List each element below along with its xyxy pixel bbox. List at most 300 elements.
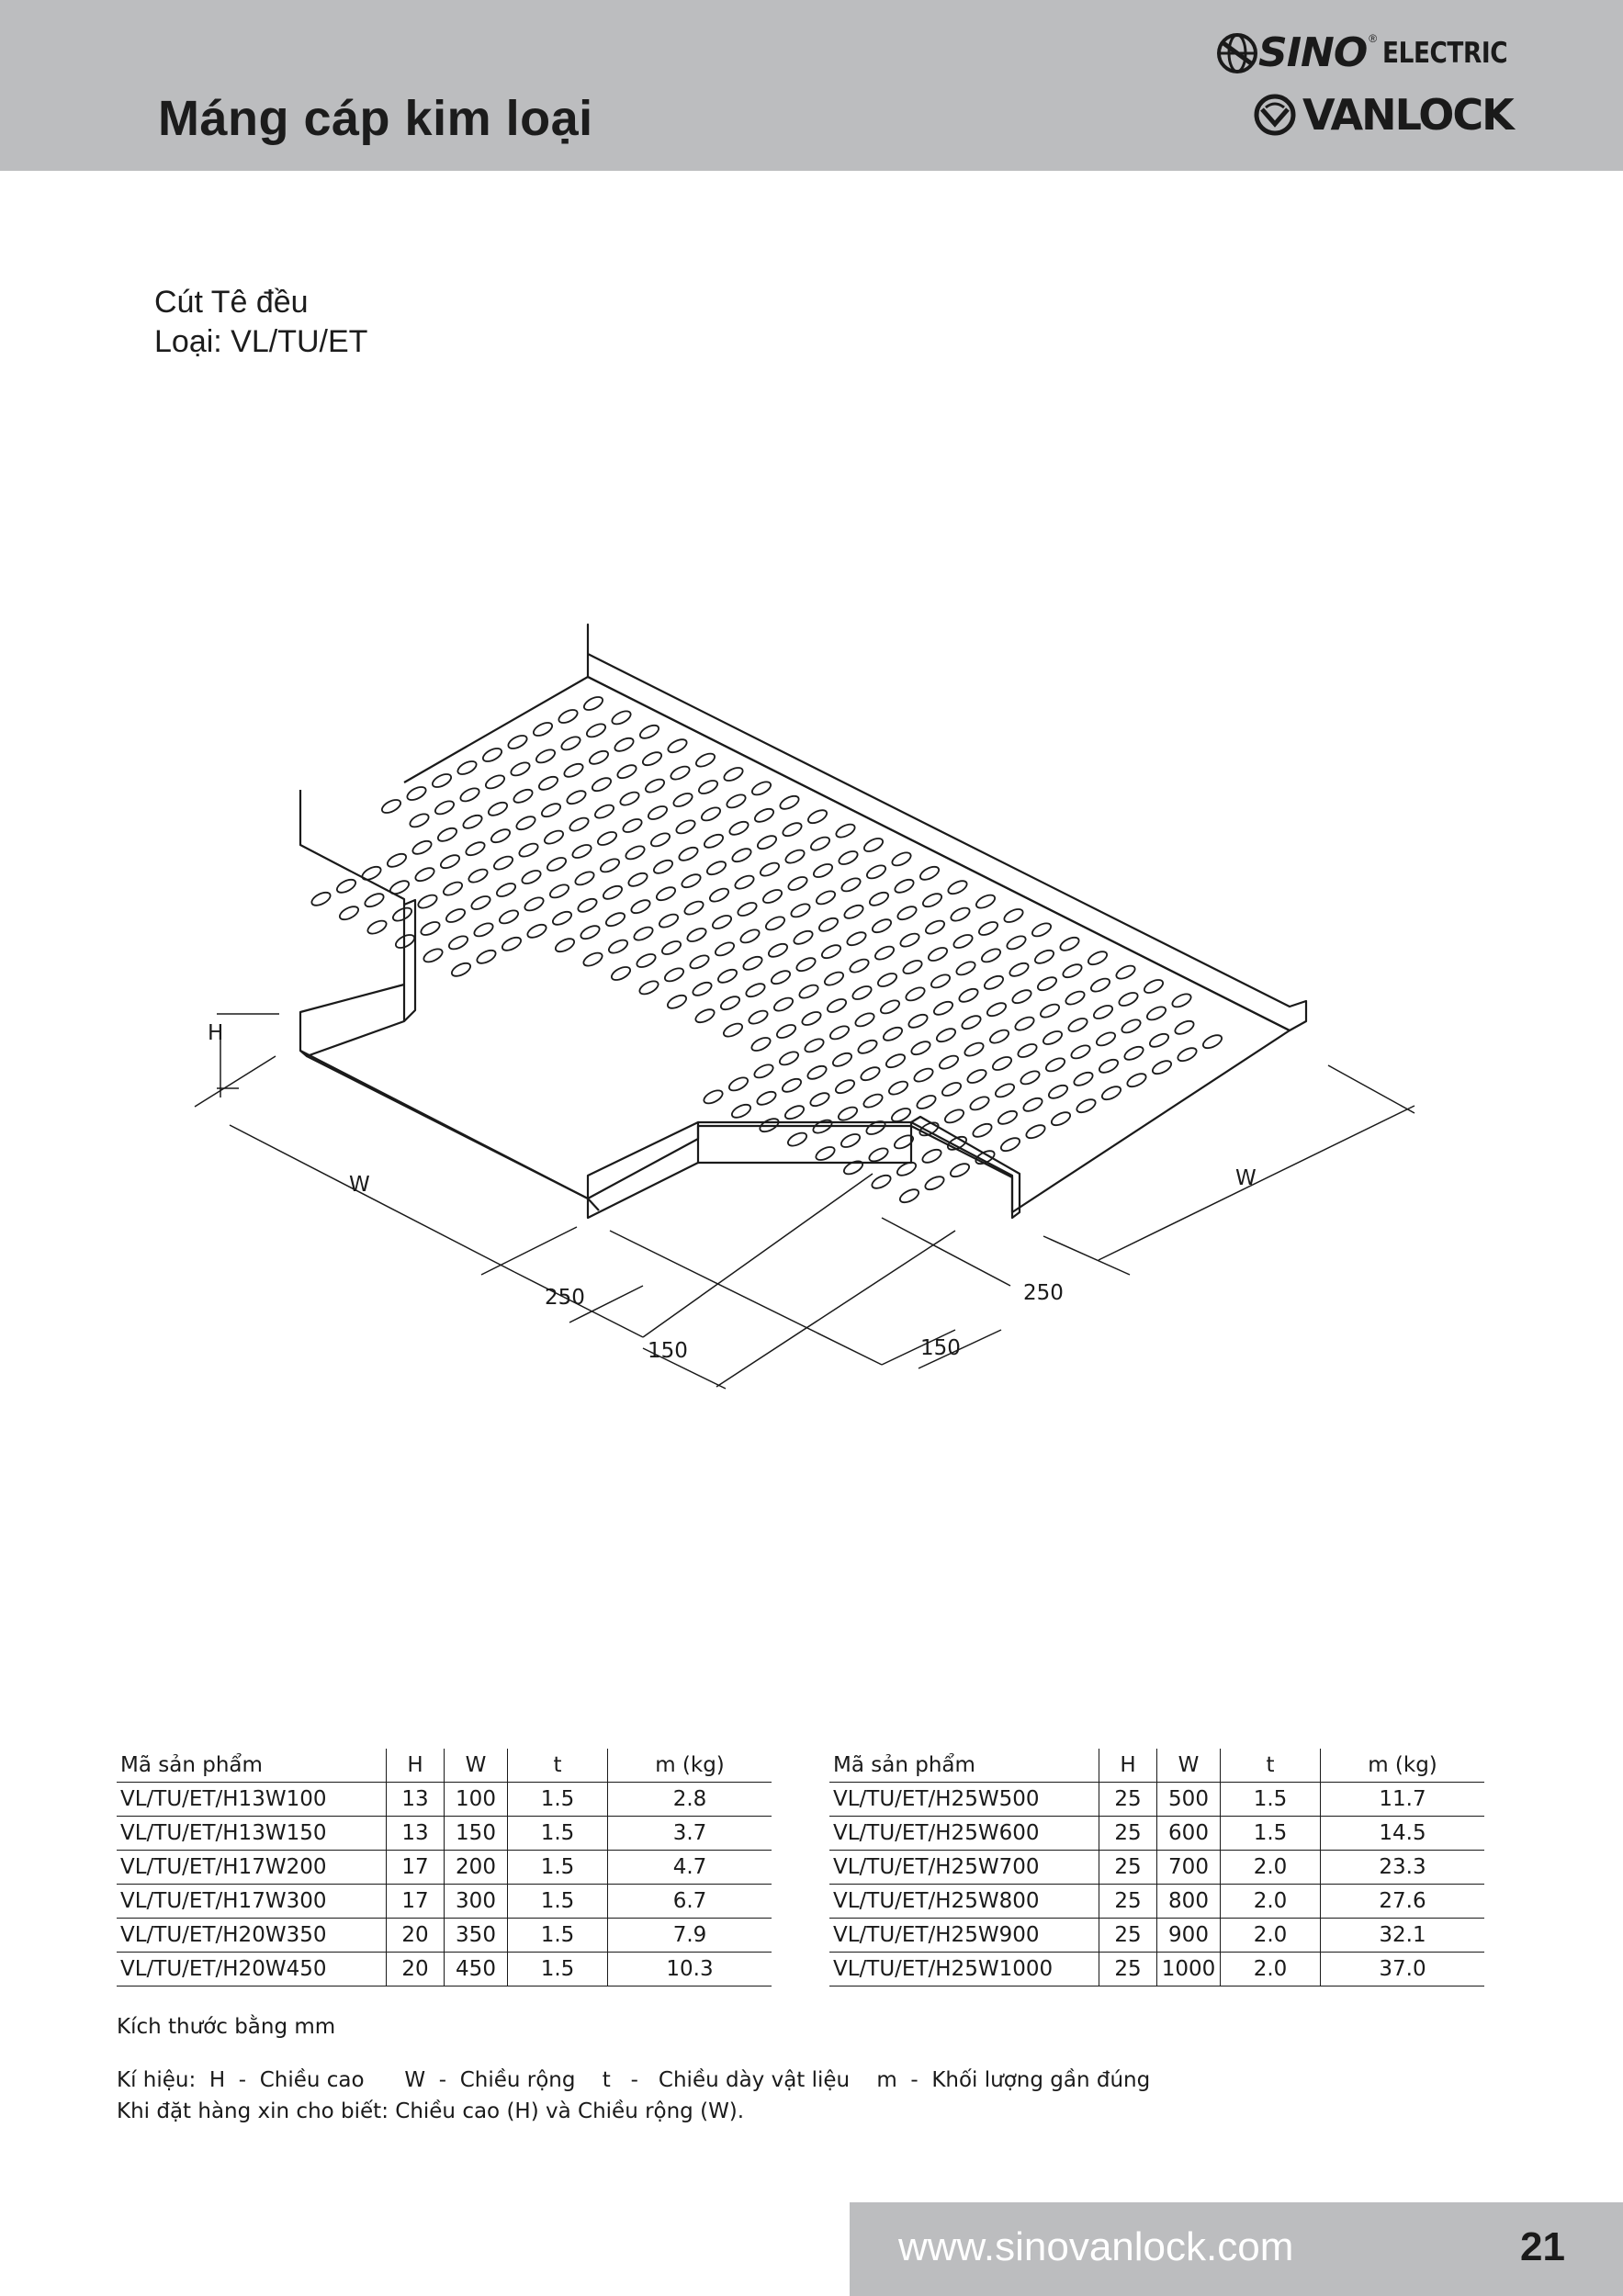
perforation-slot (1050, 1109, 1073, 1128)
perforation-slot (464, 839, 487, 858)
cell-m: 10.3 (608, 1953, 772, 1986)
perforation-slot (559, 735, 582, 753)
cell-h: 20 (387, 1919, 445, 1953)
perforation-slot (853, 1011, 876, 1030)
perforation-slot (1047, 1083, 1070, 1101)
perforation-slot (975, 893, 997, 911)
perforation-slot (988, 1028, 1011, 1046)
cell-code: VL/TU/ET/H25W900 (829, 1919, 1099, 1953)
perforation-slot (943, 1108, 966, 1126)
perforation-slot (820, 942, 843, 961)
perforation-slot (649, 831, 672, 850)
cell-w: 200 (445, 1851, 508, 1885)
perforation-slot (968, 1095, 991, 1113)
perforation-slot (862, 1092, 885, 1110)
perforation-slot (708, 886, 731, 905)
perforation-slot (599, 857, 622, 875)
perforation-slot (730, 1102, 753, 1120)
perforation-slot (1024, 1122, 1047, 1141)
perforation-slot (624, 844, 647, 862)
website-url[interactable]: www.sinovanlock.com (898, 2224, 1294, 2269)
perforation-slot (1148, 1031, 1171, 1050)
perforation-slot (971, 1121, 994, 1140)
perforation-slot (786, 1131, 809, 1149)
perforation-slot (750, 1035, 772, 1053)
brand-vanlock: VANLOCK (1302, 90, 1513, 140)
perforation-slot (803, 1037, 826, 1055)
perforation-slot (862, 836, 885, 854)
cell-h: 13 (387, 1783, 445, 1817)
perforation-slot (677, 845, 700, 863)
perforation-slot (764, 915, 787, 933)
dim-label-150-left: 150 (648, 1339, 688, 1363)
cell-h: 25 (1099, 1851, 1157, 1885)
perforation-slot (733, 873, 756, 892)
perforation-slot (957, 986, 980, 1005)
perforation-slot (1058, 935, 1081, 953)
perforation-slot (750, 780, 773, 798)
perforation-slot (1145, 1005, 1168, 1023)
cell-h: 17 (387, 1851, 445, 1885)
perforation-slot (543, 828, 566, 847)
perforation-slot (831, 1051, 854, 1069)
perforation-slot (930, 973, 952, 991)
header-w: W (1157, 1749, 1221, 1783)
perforation-slot (800, 1009, 823, 1028)
perforation-slot (719, 994, 742, 1012)
perforation-slots (310, 694, 1223, 1205)
perforation-slot (898, 931, 921, 950)
cell-t: 2.0 (1221, 1885, 1321, 1919)
perforation-slot (834, 822, 857, 840)
perforation-slot (652, 858, 675, 876)
perforation-slot (472, 921, 495, 940)
cell-code: VL/TU/ET/H17W300 (117, 1885, 387, 1919)
perforation-slot (806, 1064, 828, 1082)
perforation-slot (419, 919, 442, 938)
perforation-slot (461, 813, 484, 831)
perforation-slot (688, 953, 711, 972)
perforation-slot (436, 826, 459, 844)
perforation-slot (1098, 1057, 1121, 1075)
perforation-slot (781, 1076, 804, 1095)
table-header-row (829, 1749, 1484, 1783)
perforation-slot (770, 968, 793, 986)
header-code: Mã sản phẩm (117, 1749, 387, 1783)
perforation-slot (812, 861, 835, 880)
perforation-slot (618, 790, 641, 808)
perforation-slot (537, 774, 560, 793)
perforation-slot (923, 1174, 946, 1192)
registered-mark: ® (1369, 31, 1378, 45)
perforation-slot (935, 1026, 958, 1044)
perforation-slot (753, 806, 776, 825)
perforation-slot (445, 906, 468, 925)
cell-code: VL/TU/ET/H13W100 (117, 1783, 387, 1817)
cell-t: 1.5 (508, 1783, 608, 1817)
table-row (117, 1919, 772, 1953)
perforation-slot (697, 778, 720, 796)
header-m: m (kg) (1321, 1749, 1485, 1783)
cell-code: VL/TU/ET/H20W350 (117, 1919, 387, 1953)
perforation-slot (484, 773, 507, 792)
perforation-slot (924, 918, 947, 937)
cell-w: 700 (1157, 1851, 1221, 1885)
perforation-slot (909, 1039, 932, 1057)
perforation-slot (632, 925, 655, 943)
cell-t: 1.5 (508, 1817, 608, 1851)
cell-m: 3.7 (608, 1817, 772, 1851)
perforation-slot (635, 951, 658, 970)
perforation-slot (674, 818, 697, 837)
perforation-slot (1005, 934, 1028, 952)
perforation-slot (604, 910, 627, 929)
perforation-slot (915, 1093, 938, 1111)
brand-electric: ELECTRIC (1382, 36, 1508, 70)
dim-label-250-left: 250 (545, 1286, 585, 1310)
perforation-slot (447, 934, 470, 952)
perforation-slot (999, 1135, 1022, 1154)
perforation-slot (867, 1146, 890, 1165)
perforation-slot (952, 932, 975, 951)
perforation-slot (548, 883, 571, 901)
perforation-slot (431, 771, 454, 790)
perforation-slot (607, 938, 630, 956)
perforation-slot (551, 909, 574, 928)
perforation-slot (759, 861, 782, 879)
perforation-slot (859, 1064, 882, 1083)
perforation-slot (986, 1000, 1009, 1019)
perforation-slot (682, 899, 705, 917)
perforation-slot (1100, 1084, 1123, 1102)
perforation-slot (826, 996, 849, 1015)
perforation-slot (1002, 906, 1025, 925)
perforation-slot (840, 876, 862, 895)
cell-m: 14.5 (1321, 1817, 1485, 1851)
perforation-slot (848, 957, 871, 975)
perforation-slot (481, 746, 504, 764)
cell-w: 350 (445, 1919, 508, 1953)
perforation-slot (904, 985, 927, 1004)
perforation-slot (792, 929, 815, 947)
perforation-slot (919, 864, 941, 883)
perforation-slot (747, 1008, 770, 1027)
perforation-slot (335, 877, 358, 895)
perforation-slot (873, 944, 896, 962)
perforation-slot (469, 894, 492, 912)
perforation-slot (1095, 1030, 1118, 1049)
perforation-slot (1044, 1056, 1067, 1075)
perforation-slot (789, 902, 812, 920)
perforation-slot (1143, 977, 1166, 996)
cell-t: 1.5 (1221, 1783, 1321, 1817)
perforation-slot (386, 851, 409, 870)
perforation-slot (685, 926, 708, 944)
cell-w: 450 (445, 1953, 508, 1986)
cell-m: 23.3 (1321, 1851, 1485, 1885)
perforation-slot (638, 723, 661, 741)
cell-h: 25 (1099, 1953, 1157, 1986)
cell-h: 25 (1099, 1919, 1157, 1953)
perforation-slot (817, 916, 840, 934)
perforation-slot (837, 849, 860, 867)
perforation-slot (506, 733, 529, 751)
perforation-slot (450, 961, 473, 979)
perforation-slot (907, 1012, 930, 1030)
perforation-slot (965, 1067, 988, 1086)
product-type: Loại: VL/TU/ET (154, 324, 368, 359)
product-table-right (829, 1749, 1484, 1986)
cell-code: VL/TU/ET/H17W200 (117, 1851, 387, 1885)
cell-m: 11.7 (1321, 1783, 1485, 1817)
cell-code: VL/TU/ET/H25W800 (829, 1885, 1099, 1919)
cell-h: 20 (387, 1953, 445, 1986)
cell-w: 500 (1157, 1783, 1221, 1817)
perforation-slot (840, 1131, 862, 1150)
table-row (829, 1851, 1484, 1885)
perforation-slot (442, 880, 465, 898)
perforation-slot (795, 955, 817, 974)
perforation-slot (845, 929, 868, 948)
perforation-slot (837, 1105, 860, 1123)
perforation-slot (1201, 1032, 1224, 1051)
cell-m: 7.9 (608, 1919, 772, 1953)
perforation-slot (1151, 1058, 1174, 1076)
cell-w: 100 (445, 1783, 508, 1817)
perforation-slot (360, 864, 383, 883)
perforation-slot (1066, 1016, 1089, 1034)
dim-label-w-left: W (349, 1173, 370, 1197)
perforation-slot (761, 887, 784, 906)
perforation-slot (834, 1077, 857, 1096)
perforation-slot (912, 1066, 935, 1085)
perforation-slot (752, 1063, 775, 1081)
perforation-slot (920, 1147, 943, 1165)
perforation-slot (994, 1082, 1017, 1100)
perforation-slot (475, 948, 498, 966)
cell-h: 25 (1099, 1817, 1157, 1851)
perforation-slot (814, 1144, 837, 1163)
perforation-slot (983, 974, 1006, 992)
perforation-slot (778, 1050, 801, 1068)
perforation-slot (492, 854, 515, 872)
perforation-slot (629, 897, 652, 916)
perforation-slot (885, 1052, 907, 1070)
perforation-slot (610, 709, 633, 727)
perforation-slot (997, 1109, 1020, 1127)
perforation-slot (727, 819, 750, 838)
perforation-slot (1117, 990, 1140, 1008)
header-code: Mã sản phẩm (829, 1749, 1099, 1783)
perforation-slot (568, 816, 591, 834)
perforation-slot (693, 1007, 716, 1025)
cell-m: 2.8 (608, 1783, 772, 1817)
table-row (117, 1953, 772, 1986)
perforation-slot (991, 1054, 1014, 1073)
perforation-slot (932, 999, 955, 1018)
header-m: m (kg) (608, 1749, 772, 1783)
perforation-slot (890, 850, 913, 869)
perforation-slot (680, 872, 703, 890)
perforation-slot (1016, 1041, 1039, 1060)
perforation-slot (532, 720, 555, 738)
cell-code: VL/TU/ET/H25W1000 (829, 1953, 1099, 1986)
perforation-slot (868, 890, 891, 908)
perforation-slot (938, 1053, 961, 1072)
perforation-slot (576, 896, 599, 915)
perforation-slot (1061, 962, 1084, 980)
perforation-slot (1170, 992, 1193, 1010)
perforation-slot (783, 1103, 806, 1121)
perforation-slot (741, 954, 764, 973)
perforation-slot (554, 936, 577, 954)
cell-t: 1.5 (508, 1953, 608, 1986)
front-left-wall (588, 1122, 698, 1218)
perforation-slot (660, 939, 683, 957)
perforation-slot (514, 814, 537, 832)
perforation-slot (1021, 1096, 1044, 1114)
cell-t: 1.5 (508, 1851, 608, 1885)
perforation-slot (941, 1080, 964, 1098)
perforation-slot (1072, 1070, 1095, 1088)
cell-w: 150 (445, 1817, 508, 1851)
perforation-slot (1031, 921, 1054, 940)
perforation-slot (570, 842, 593, 861)
perforation-slot (602, 884, 625, 902)
perforation-slot (842, 1159, 865, 1177)
perforation-slot (702, 1088, 725, 1107)
perforation-slot (626, 871, 649, 889)
product-table-left (117, 1749, 772, 1986)
perforation-slot (525, 922, 548, 940)
perforation-slot (593, 803, 616, 821)
legend-note: Kí hiệu: H - Chiều cao W - Chiều rộng t - Chiều dày vật liệu m - Khối lượng gần đúng (117, 2068, 1151, 2092)
cell-m: 27.6 (1321, 1885, 1485, 1919)
perforation-slot (876, 971, 899, 989)
table-row (117, 1783, 772, 1817)
perforation-slot (871, 917, 894, 935)
perforation-slot (579, 923, 602, 941)
back-wall (588, 625, 1306, 1030)
perforation-slot (809, 835, 832, 853)
perforation-slot (716, 967, 739, 985)
perforation-slot (391, 906, 414, 924)
perforation-slot (954, 960, 977, 978)
perforation-slot (727, 1075, 750, 1094)
perforation-slot (588, 748, 611, 767)
perforation-slot (756, 833, 779, 851)
cell-t: 1.5 (508, 1919, 608, 1953)
left-branch-wall (300, 790, 415, 1056)
perforation-slot (596, 829, 619, 848)
perforation-slot (893, 877, 916, 895)
header-t: t (508, 1749, 608, 1783)
perforation-slot (641, 749, 664, 768)
cell-h: 17 (387, 1885, 445, 1919)
cell-m: 37.0 (1321, 1953, 1485, 1986)
perforation-slot (380, 797, 403, 816)
perforation-slot (783, 848, 806, 866)
perforation-slot (1010, 987, 1033, 1006)
perforation-slot (1125, 1071, 1148, 1089)
perforation-slot (1064, 989, 1087, 1007)
perforation-slot (714, 940, 737, 959)
cell-w: 900 (1157, 1919, 1221, 1953)
brand-sino: SINO (1258, 29, 1368, 76)
perforation-slot (408, 812, 431, 830)
perforation-slot (520, 868, 543, 886)
perforation-slot (772, 996, 795, 1014)
table-header-row (117, 1749, 772, 1783)
page-number: 21 (1520, 2224, 1565, 2269)
perforation-slot (637, 979, 660, 997)
perforation-slot (1089, 976, 1112, 995)
perforation-slot (581, 951, 604, 969)
perforation-slot (691, 980, 714, 998)
perforation-slot (666, 737, 689, 755)
perforation-slot (411, 838, 434, 857)
cell-t: 1.5 (508, 1885, 608, 1919)
perforation-slot (1114, 963, 1137, 982)
perforation-slot (546, 855, 569, 873)
cell-h: 25 (1099, 1885, 1157, 1919)
cell-code: VL/TU/ET/H13W150 (117, 1817, 387, 1851)
order-note: Khi đặt hàng xin cho biết: Chiều cao (H) và Chiều rộng (W). (117, 2099, 745, 2123)
dim-label-150-right: 150 (920, 1336, 961, 1360)
perforation-slot (949, 906, 972, 924)
perforation-slot (1033, 948, 1056, 966)
perforation-slot (490, 827, 513, 845)
perforation-slot (310, 890, 332, 908)
perforation-slot (439, 852, 462, 871)
perforation-slot (405, 784, 428, 803)
perforation-slot (1039, 1002, 1062, 1020)
cell-h: 13 (387, 1817, 445, 1851)
perforation-slot (1092, 1003, 1115, 1021)
perforation-slot (963, 1041, 986, 1059)
perforation-slot (927, 945, 950, 963)
perforation-slot (671, 791, 694, 809)
perforation-slot (882, 1025, 905, 1043)
perforation-slot (1120, 1018, 1143, 1036)
perforation-slot (501, 935, 524, 953)
perforation-slot (722, 765, 745, 783)
table-row (117, 1817, 772, 1851)
cell-t: 2.0 (1221, 1953, 1321, 1986)
perforation-slot (896, 904, 919, 922)
perforation-slot (921, 891, 944, 909)
cell-t: 1.5 (1221, 1817, 1321, 1851)
perforation-slot (786, 874, 809, 893)
perforation-slot (1176, 1045, 1199, 1064)
header-w: W (445, 1749, 508, 1783)
perforation-slot (767, 941, 790, 960)
table-row (829, 1885, 1484, 1919)
cell-code: VL/TU/ET/H20W450 (117, 1953, 387, 1986)
perforation-slot (573, 870, 596, 888)
perforation-slot (949, 1161, 972, 1179)
perforation-slot (828, 1024, 851, 1042)
perforation-slot (823, 970, 846, 988)
perforation-slot (610, 964, 633, 983)
perforation-slot (1069, 1043, 1092, 1062)
dim-label-h: H (208, 1021, 224, 1045)
perforation-slot (1019, 1069, 1042, 1087)
perforation-slot (946, 878, 969, 896)
perforation-slot (738, 928, 761, 946)
perforation-slot (647, 804, 670, 822)
perforation-slot (694, 751, 717, 770)
